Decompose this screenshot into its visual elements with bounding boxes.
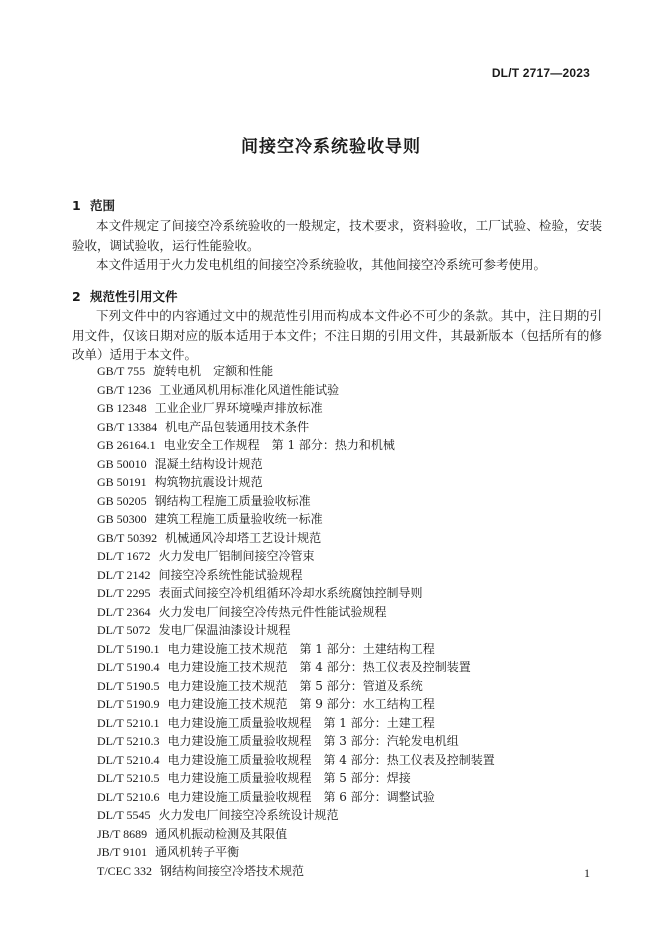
reference-item <box>97 806 495 825</box>
reference-title: 钢结构间接空冷塔技术规范 <box>160 863 305 878</box>
reference-title: 通风机转子平衡 <box>155 845 240 859</box>
reference-code: GB/T 13384 <box>97 419 158 434</box>
reference-title: 电力建设施工技术规范 第 1 部分：土建结构工程 <box>167 641 435 656</box>
page-number: 1 <box>584 866 590 880</box>
reference-title: 电力建设施工技术规范 第 4 部分：热工仪表及控制装置 <box>167 660 471 674</box>
reference-item <box>97 825 495 844</box>
reference-code: GB 26164.1 <box>97 438 156 452</box>
reference-code: DL/T 2142 <box>97 567 151 582</box>
reference-item <box>97 381 495 400</box>
reference-title: 构筑物抗震设计规范 <box>154 475 263 489</box>
reference-code: DL/T 5210.3 <box>97 734 160 748</box>
reference-item <box>97 455 495 474</box>
reference-title: 电力建设施工质量验收规程 第 5 部分：焊接 <box>167 771 411 785</box>
reference-code: GB 50300 <box>97 512 147 526</box>
reference-item <box>97 362 495 381</box>
reference-code: GB 50205 <box>97 493 147 508</box>
reference-title: 混凝土结构设计规范 <box>154 456 263 471</box>
reference-item <box>97 473 495 492</box>
reference-title: 机械通风冷却塔工艺设计规范 <box>165 530 322 545</box>
document-code: DL/T 2717—2023 <box>491 66 590 80</box>
reference-code: DL/T 5190.1 <box>97 641 160 656</box>
reference-item <box>97 677 495 696</box>
section-heading-scope <box>72 196 115 214</box>
reference-item <box>97 566 495 585</box>
reference-code: DL/T 5190.9 <box>97 697 160 711</box>
reference-title: 电力建设施工质量验收规程 第 1 部分：土建工程 <box>167 715 435 730</box>
section-title: 规范性引用文件 <box>90 289 178 304</box>
reference-title: 电力建设施工质量验收规程 第 3 部分：汽轮发电机组 <box>167 734 459 748</box>
reference-item <box>97 399 495 418</box>
reference-item <box>97 621 495 640</box>
reference-code: GB 50010 <box>97 456 147 471</box>
reference-title: 电力建设施工技术规范 第 9 部分：水工结构工程 <box>167 697 435 711</box>
reference-title: 工业企业厂界环境噪声排放标准 <box>154 401 323 415</box>
reference-title: 机电产品包装通用技术条件 <box>165 419 310 434</box>
reference-item <box>97 436 495 455</box>
reference-code: JB/T 8689 <box>97 826 148 841</box>
reference-item <box>97 658 495 677</box>
reference-title: 间接空冷系统性能试验规程 <box>158 567 303 582</box>
reference-item <box>97 492 495 511</box>
page-title: 间接空冷系统验收导则 <box>241 137 421 157</box>
reference-item <box>97 529 495 548</box>
reference-code: DL/T 5210.6 <box>97 789 160 804</box>
reference-item <box>97 603 495 622</box>
scope-paragraph-2: 本文件适用于火力发电机组的间接空冷系统验收，其他间接空冷系统可参考使用。 <box>96 257 547 272</box>
reference-title: 工业通风机用标准化风道性能试验 <box>159 382 340 397</box>
reference-code: JB/T 9101 <box>97 845 148 859</box>
reference-list <box>97 362 495 880</box>
reference-code: DL/T 2364 <box>97 604 151 619</box>
reference-code: DL/T 5190.4 <box>97 660 160 674</box>
reference-code: DL/T 5072 <box>97 623 151 637</box>
reference-item <box>97 732 495 751</box>
reference-item <box>97 862 495 881</box>
reference-item <box>97 695 495 714</box>
reference-title: 火力发电厂间接空冷传热元件性能试验规程 <box>158 604 387 619</box>
reference-title: 火力发电厂间接空冷系统设计规范 <box>158 808 339 822</box>
reference-code: T/CEC 332 <box>97 863 153 878</box>
reference-code: DL/T 5210.4 <box>97 752 160 767</box>
reference-title: 电力建设施工技术规范 第 5 部分：管道及系统 <box>167 678 423 693</box>
section-heading-normative-references <box>72 287 178 305</box>
reference-code: DL/T 5210.5 <box>97 771 160 785</box>
section-number: 1 <box>72 198 81 213</box>
reference-title: 火力发电厂铝制间接空冷管束 <box>158 549 315 563</box>
section-number: 2 <box>72 289 81 304</box>
reference-code: GB/T 50392 <box>97 530 158 545</box>
reference-item <box>97 547 495 566</box>
reference-item <box>97 843 495 862</box>
reference-item <box>97 584 495 603</box>
reference-code: GB 12348 <box>97 401 147 415</box>
scope-paragraph-1: 本文件规定了间接空冷系统验收的一般规定，技术要求，资料验收，工厂试验、检验，安装验收，调试验收，运行性能验收。 <box>72 218 602 253</box>
reference-title: 电力建设施工质量验收规程 第 6 部分：调整试验 <box>167 789 435 804</box>
reference-item <box>97 769 495 788</box>
reference-code: GB/T 755 <box>97 364 146 378</box>
reference-title: 钢结构工程施工质量验收标准 <box>154 493 311 508</box>
reference-title: 旋转电机 定额和性能 <box>153 364 274 378</box>
reference-item <box>97 640 495 659</box>
reference-title: 电业安全工作规程 第 1 部分：热力和机械 <box>163 438 395 452</box>
reference-code: GB 50191 <box>97 475 147 489</box>
reference-item <box>97 788 495 807</box>
reference-title: 建筑工程施工质量验收统一标准 <box>154 512 323 526</box>
reference-title: 发电厂保温油漆设计规程 <box>158 623 291 637</box>
reference-code: DL/T 2295 <box>97 586 151 600</box>
reference-code: DL/T 5190.5 <box>97 678 160 693</box>
references-intro-paragraph: 下列文件中的内容通过文中的规范性引用而构成本文件必不可少的条款。其中，注日期的引用文件，仅该日期对应的版本适用于本文件；不注日期的引用文件，其最新版本（包括所有的修改单）适用于本文件。 <box>72 308 602 362</box>
reference-item <box>97 418 495 437</box>
reference-item <box>97 510 495 529</box>
section-title: 范围 <box>90 198 116 213</box>
reference-item <box>97 714 495 733</box>
reference-title: 电力建设施工质量验收规程 第 4 部分：热工仪表及控制装置 <box>167 752 495 767</box>
reference-title: 通风机振动检测及其限值 <box>155 826 288 841</box>
reference-code: DL/T 5545 <box>97 808 151 822</box>
reference-title: 表面式间接空冷机组循环冷却水系统腐蚀控制导则 <box>158 586 423 600</box>
reference-code: DL/T 5210.1 <box>97 715 160 730</box>
reference-item <box>97 751 495 770</box>
reference-code: GB/T 1236 <box>97 382 152 397</box>
reference-code: DL/T 1672 <box>97 549 151 563</box>
